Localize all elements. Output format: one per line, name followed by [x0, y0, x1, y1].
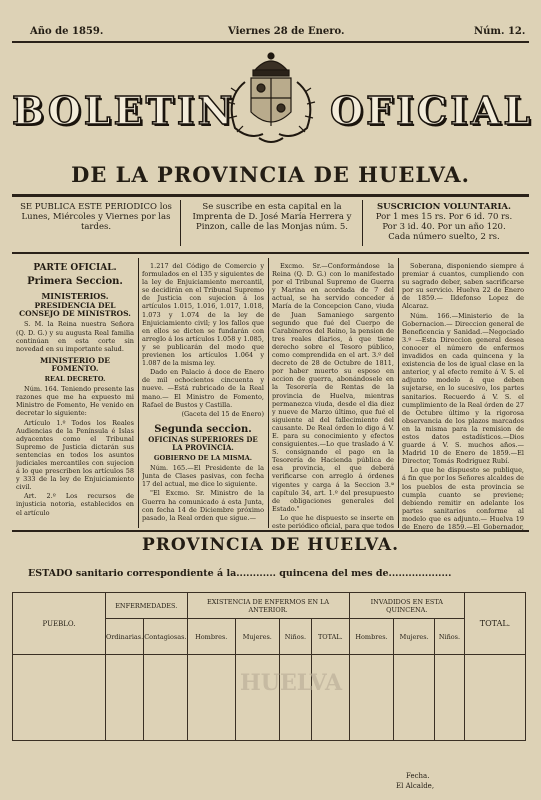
subscription-prices: [364, 202, 524, 242]
periodicity-note: SE PUBLICA ESTE PERIODICO los Lunes, Miércoles y Viernes por las tardes.: [20, 202, 172, 232]
issue-year: Año de 1859.: [30, 26, 104, 37]
issue-number: Núm. 12.: [474, 26, 526, 37]
issue-date: Viernes 28 de Enero.: [228, 26, 345, 37]
royal-crest-icon: [215, 48, 327, 152]
children-header: Niños.: [279, 619, 311, 655]
sanitary-state-line: ESTADO sanitario correspondiente á la............ quincena del mes de...................: [28, 568, 452, 579]
mayor-field: El Alcalde,: [396, 782, 435, 790]
table-cell: [13, 655, 106, 741]
paragraph: "El Excmo. Sr. Ministro de la Guerra ha comunicado á esta Junta, con fecha 14 de Diciembre próximo pasado, la Real orden que sigue.—: [142, 489, 264, 522]
total-header: TOTAL.: [465, 593, 526, 655]
paragraph: Lo que he dispuesto se inserte en este periódico oficial, para que todos: [272, 513, 394, 530]
second-section-heading: Segunda seccion.: [154, 423, 252, 435]
paragraph: Excmo. Sr.—Conformándose la Reina (Q. D. G.) con lo manifestado por el Tribunal Supremo de Guerra y Marina en acordada de 7 del actual, se ha servido conceder á María de la Concepcion Cano, viuda de Juan Samaniego sargento segundo que fué del Cuerpo de Carabineros del Reino, la pension de tres reales diarios, á que tiene derecho sobre el Tesoro público, como comprendida en el art. 3.º del decreto de 28 de Octubre de 1811, por haber muerto su esposo en accion de guerra, abonándosele en la Tesorería de Rentas de la provincia de Huelva, mientras permanezca viuda, desde el dia diez y nueve de Marzo último, que fué el siguiente al del fallecimiento del causante. De Real órden lo digo á V. E. para su conocimiento y efectos consiguientes.—Lo que traslado á V. S. consignando el pago en la Tesorería de Hacienda pública de esa provincia, el que deberá verificarse con arreglo á órdenes vigentes y carga á la Seccion 3.ª capítulo 34, art. 1.º del presupuesto de obligaciones generales del Estado.": [272, 262, 394, 513]
paragraph: Dado en Palacio á doce de Enero de mil ochocientos cincuenta y nueve. —Está rubricado de la Real mano.— El Ministro de Fomento, Rafael de Bustos y Castilla.: [142, 368, 264, 409]
info-divider-1: [180, 200, 181, 246]
library-watermark: HUELVA: [240, 670, 343, 696]
ordinary-header: Ordinarias.: [106, 619, 144, 655]
paragraph: 1.217 del Código de Comercio y formulados en el 135 y siguientes de la ley de Enjuiciamiento mercantil, se decidirán en el Tribunal Supremo de Justicia con sujecion á los artículos 1.015, 1.016, 1.017, 1.018, 1.073 y 1.074 de la ley de Enjuiciamiento civil; y los fallos que en ellos se dicten se fundarán con arreglo á los artículos 1.058 y 1.085, y se publicarán del modo que previenen los artículos 1.064 y 1.087 de la misma ley.: [142, 262, 264, 368]
column-divider: [268, 258, 269, 528]
men-header: Hombres.: [349, 619, 394, 655]
table-cell: [106, 655, 144, 741]
top-rule: [12, 41, 529, 43]
paragraph: S. M. la Reina nuestra Señora (Q. D. G.) y su augusta Real familia continúan en esta corte sin novedad en su importante salud.: [16, 320, 134, 353]
government-heading: GOBIERNO DE LA MISMA.: [153, 454, 253, 463]
subscription-price-line: Cada número suelto, 2 rs.: [388, 232, 500, 242]
info-divider-2: [362, 200, 363, 246]
first-section-heading: Primera Seccion.: [27, 276, 123, 288]
children-header: Niños.: [434, 619, 464, 655]
women-header: Mujeres.: [235, 619, 279, 655]
column-2: [142, 262, 264, 530]
subscription-place: Se suscribe en esta capital en la Imprenta de D. José María Herrera y Pinzon, calle de las Monjas núm. 5.: [192, 202, 352, 232]
table-cell: [394, 655, 435, 741]
table-cell: [144, 655, 187, 741]
table-top-rule: [12, 530, 529, 532]
pueblo-header: PUEBLO.: [13, 593, 106, 655]
column-3: [272, 262, 394, 530]
table-cell: [235, 655, 279, 741]
diseases-header: ENFERMEDADES.: [106, 593, 188, 619]
paragraph: Lo que he dispuesto se publique, á fin que por los Señores alcaldes de los pueblos de esta provincia se cumpla cuanto se previene; debiendo remitir en adelante los partes sanitarios conforme al modelo que es adjunto.— Huelva 19 de Enero de 1859.—El Gobernador,: [402, 466, 524, 530]
column-divider: [138, 258, 139, 528]
paragraph: Núm. 165.—El Presidente de la Junta de Clases pasivas, con fecha 17 del actual, me dice lo siguiente.: [142, 464, 264, 489]
official-part-heading: PARTE OFICIAL.: [33, 263, 117, 273]
table-cell: [465, 655, 526, 741]
column-1: [16, 262, 134, 530]
title-left-word: BOLETIN: [12, 88, 236, 133]
column-divider: [398, 258, 399, 528]
gaceta-note: (Gaceta del 15 de Enero): [181, 409, 264, 418]
table-cell: [349, 655, 394, 741]
subscription-title: SUSCRICION VOLUNTARIA.: [377, 202, 511, 212]
subscription-price-line: Por 3 id. 40. Por un año 120.: [382, 222, 506, 232]
subtitle-rule: [12, 194, 529, 197]
sanitary-table: [12, 592, 526, 741]
paragraph: Art. 2.º Los recursos de injusticia notoria, establecidos en el artículo: [16, 492, 134, 517]
decree-heading: REAL DECRETO.: [44, 375, 106, 384]
table-cell: [187, 655, 235, 741]
offices-heading: OFICINAS SUPERIORES DE LA PROVINCIA.: [148, 434, 258, 452]
province-subtitle: DE LA PROVINCIA DE HUELVA.: [71, 162, 470, 187]
contagious-header: Contagiosas.: [144, 619, 187, 655]
existence-header: EXISTENCIA DE ENFERMOS EN LA ANTERIOR.: [187, 593, 349, 619]
table-cell: [279, 655, 311, 741]
fomento-heading: MINISTERIO DE FOMENTO.: [40, 355, 110, 373]
subtotal-header: TOTAL.: [312, 619, 349, 655]
men-header: Hombres.: [187, 619, 235, 655]
paragraph: Artículo 1.º Todos los Reales Audiencias de la Península é Islas adyacentes como el Tribunal Supremo de Justicia dictarán sus sentencias en todos los asuntos judiciales mercantiles con sujecion á lo que prescriben los artículos 58 y 333 de la ley de Enjuiciamiento civil.: [16, 418, 134, 492]
info-bottom-rule: [12, 252, 529, 254]
paragraph: Núm. 166.—Ministerio de la Gobernacion.— Direccion general de Beneficencia y Sanidad.—Negociado 3.º —Esta Direccion general desea conocer el número de enfermos invadidos en cada quincena y la existencia de los de igual clase en la anterior, y al efecto remite á V. S. el adjunto modelo á que deben sujetarse, en lo sucesivo, los partes sanitarios. Recuerdo á V. S. el cumplimiento de la Real órden de 27 de Octubre último y la rigorosa observancia de los plazos marcados en la misma para la remision de estos datos estadísticos.—Dios guarde á V. S. muchos años.—Madrid 10 de Enero de 1859.—El Director, Tomás Rodriguez Rubí.: [402, 311, 524, 466]
table-cell: [312, 655, 349, 741]
paragraph: Núm. 164. Teniendo presente las razones que me ha expuesto mi Ministro de Fomento, He venido en decretar lo siguiente:: [16, 385, 134, 418]
title-right-word: OFICIAL: [330, 88, 534, 133]
province-table-title: PROVINCIA DE HUELVA.: [141, 535, 400, 555]
women-header: Mujeres.: [394, 619, 435, 655]
presidency-heading: PRESIDENCIA DEL CONSEJO DE MINISTROS.: [19, 301, 131, 319]
paragraph: Soberana, disponiendo siempre á premiar á cuantos, cumpliendo con su sagrado deber, saben sacrificarse por su servicio. Huelva 22 de Enero de 1859.— Ildefonso Lopez de Alcaraz.: [402, 262, 524, 311]
subscription-price-line: Por 1 mes 15 rs. Por 6 id. 70 rs.: [375, 212, 513, 222]
table-cell: [434, 655, 464, 741]
invaded-header: INVADIDOS EN ESTA QUINCENA.: [349, 593, 464, 619]
ministries-heading: MINISTERIOS.: [41, 291, 109, 302]
column-4: [402, 262, 524, 530]
date-field: Fecha.: [406, 772, 430, 780]
